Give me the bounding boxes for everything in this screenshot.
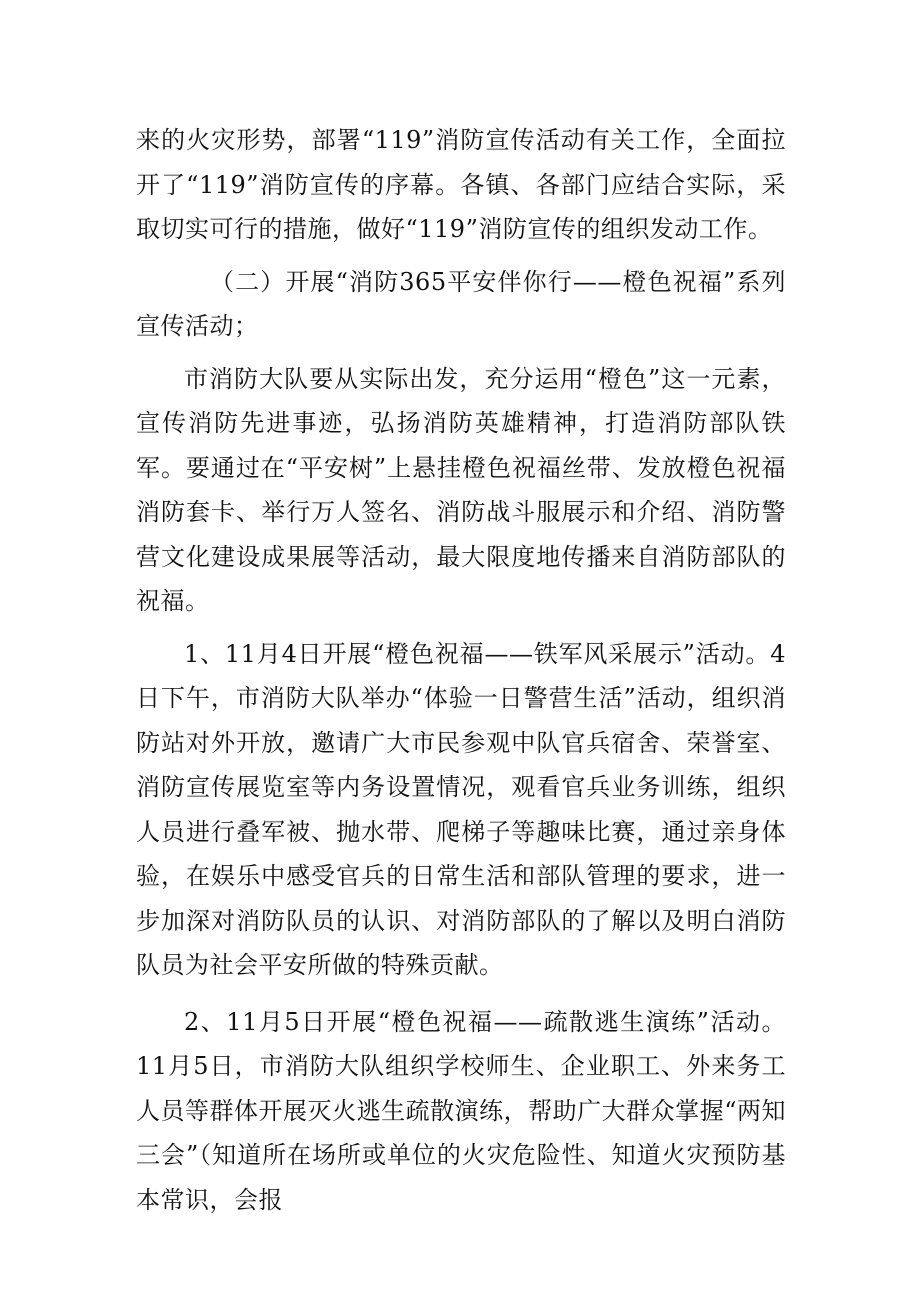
document-body <box>136 118 786 1222</box>
paragraph-2-heading: （二）开展“消防365平安伴你行——橙色祝福”系列宣传活动； <box>136 267 786 340</box>
paragraph-5: 2、11月5日开展“橙色祝福——疏散逃生演练”活动。11月5日，市消防大队组织学校师生、企业职工、外来务工人员等群体开展灭火逃生疏散演练，帮助广大群众掌握“两知三会”（知道所在场所或单位的火灾危险性、知道火灾预防基本常识，会报 <box>136 1007 786 1214</box>
paragraph-3: 市消防大队要从实际出发，充分运用“橙色”这一元素，宣传消防先进事迹，弘扬消防英雄精神，打造消防部队铁军。要通过在“平安树”上悬挂橙色祝福丝带、发放橙色祝福消防套卡、举行万人签名、消防战斗服展示和介绍、消防警营文化建设成果展等活动，最大限度地传播来自消防部队的祝福。 <box>136 364 786 615</box>
paragraph-4: 1、11月4日开展“橙色祝福——铁军风采展示”活动。4日下午，市消防大队举办“体验一日警营生活”活动，组织消防站对外开放，邀请广大市民参观中队官兵宿舍、荣誉室、消防宣传展览室等内务设置情况，观看官兵业务训练，组织人员进行叠军被、抛水带、爬梯子等趣味比赛，通过亲身体验，在娱乐中感受官兵的日常生活和部队管理的要求，进一步加深对消防队员的认识、对消防部队的了解以及明白消防队员为社会平安所做的特殊贡献。 <box>136 639 786 979</box>
paragraph-1: 来的火灾形势，部署“119”消防宣传活动有关工作，全面拉开了“119”消防宣传的序幕。各镇、各部门应结合实际，采取切实可行的措施，做好“119”消防宣传的组织发动工作。 <box>136 126 786 243</box>
